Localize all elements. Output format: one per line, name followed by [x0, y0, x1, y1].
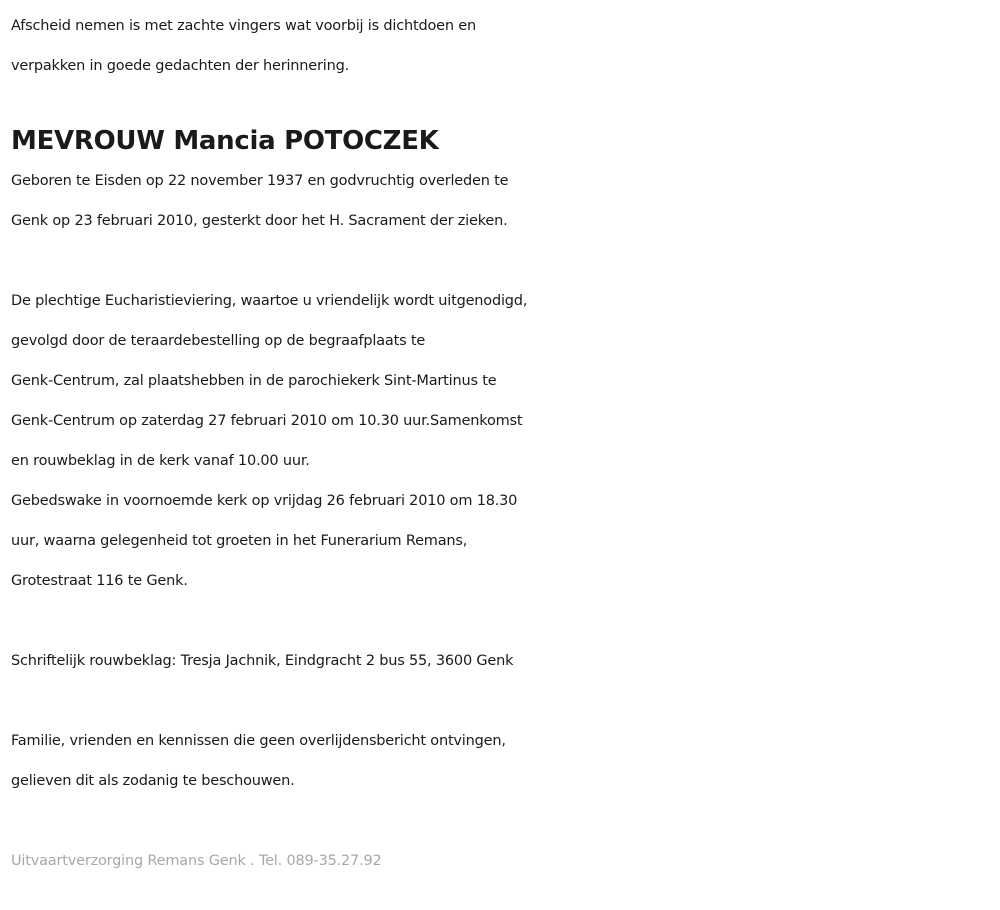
quote-line: Afscheid nemen is met zachte vingers wat voorbij is dichtdoen en: [11, 18, 476, 34]
funeral-home-footer: Uitvaartverzorging Remans Genk . Tel. 089-35.27.92: [11, 853, 382, 869]
service-line: uur, waarna gelegenheid tot groeten in het Funerarium Remans,: [11, 533, 468, 549]
death-notice: [11, 6, 996, 881]
condolence-address: Schriftelijk rouwbeklag: Tresja Jachnik, Eindgracht 2 bus 55, 3600 Genk: [11, 653, 514, 669]
service-line: gevolgd door de teraardebestelling op de begraafplaats te: [11, 333, 426, 349]
birth-line: Geboren te Eisden op 22 november 1937 en godvruchtig overleden te: [11, 173, 509, 189]
spacer: [11, 801, 996, 841]
quote-line: verpakken in goede gedachten der herinnering.: [11, 58, 349, 74]
service-paragraph: [11, 281, 996, 601]
deceased-name: MEVROUW Mancia POTOCZEK: [11, 126, 439, 156]
service-line: Genk-Centrum op zaterdag 27 februari 2010 om 10.30 uur.Samenkomst: [11, 413, 523, 429]
service-line: en rouwbeklag in de kerk vanaf 10.00 uur.: [11, 453, 310, 469]
service-line: Grotestraat 116 te Genk.: [11, 573, 188, 589]
service-line: De plechtige Eucharistieviering, waartoe u vriendelijk wordt uitgenodigd,: [11, 293, 528, 309]
spacer: [11, 86, 996, 121]
opening-quote: [11, 6, 996, 86]
family-line: Familie, vrienden en kennissen die geen overlijdensbericht ontvingen,: [11, 733, 506, 749]
spacer: [11, 601, 996, 641]
family-line: gelieven dit als zodanig te beschouwen.: [11, 773, 295, 789]
service-line: Genk-Centrum, zal plaatshebben in de parochiekerk Sint-Martinus te: [11, 373, 497, 389]
birth-death-paragraph: [11, 161, 996, 241]
service-line: Gebedswake in voornoemde kerk op vrijdag 26 februari 2010 om 18.30: [11, 493, 518, 509]
birth-line: Genk op 23 februari 2010, gesterkt door het H. Sacrament der zieken.: [11, 213, 508, 229]
spacer: [11, 681, 996, 721]
spacer: [11, 241, 996, 281]
family-notice: [11, 721, 996, 801]
